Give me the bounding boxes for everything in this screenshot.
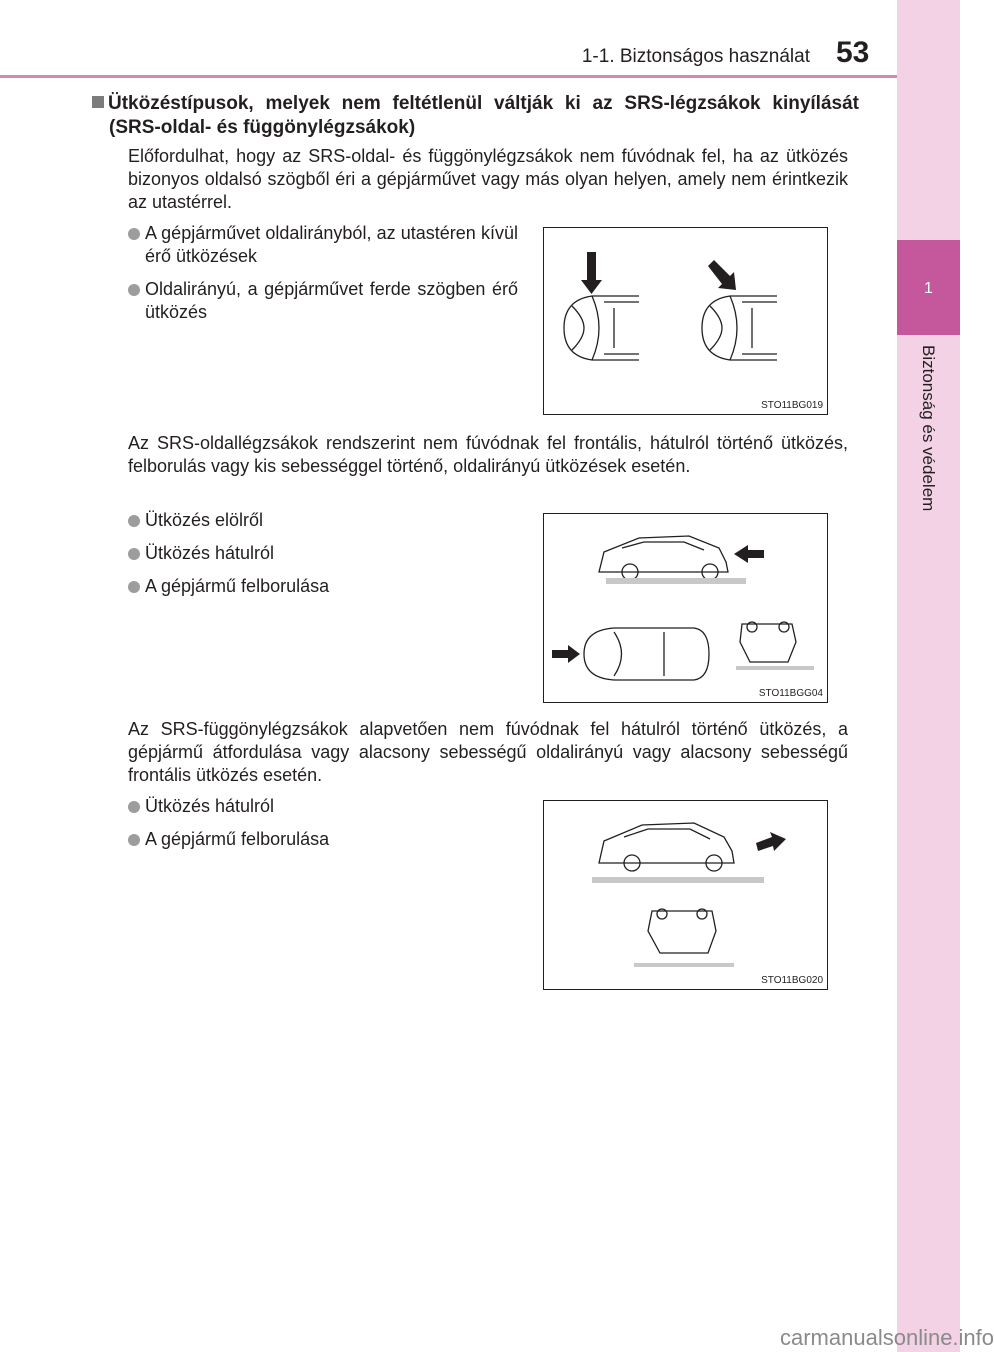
- ground-strip: [736, 666, 814, 670]
- bullet-list-side-airbag-cases: [128, 509, 518, 608]
- figure-side-impact: [543, 227, 828, 415]
- figure-side-airbag-cases: [543, 513, 828, 703]
- list-item: Oldalirányú, a gépjárművet ferde szögben érő ütközés: [128, 278, 518, 324]
- list-item: Ütközés hátulról: [128, 542, 518, 565]
- heading-square-icon: [92, 96, 104, 108]
- ground-strip: [634, 963, 734, 967]
- curtain-airbag-paragraph: Az SRS-függönylégzsákok alapvetően nem fúvódnak fel hátulról történő ütközés, a gépjármű átfordulása vagy alacsony sebességű oldalirányú vagy alacsony sebességű frontális ütközés esetén.: [128, 719, 848, 785]
- heading-text: Ütközéstípusok, melyek nem feltétlenül váltják ki az SRS-légzsákok kinyílását (SRS-oldal- és függönylégzsákok): [108, 93, 859, 138]
- figure-code: STO11BG019: [761, 400, 823, 411]
- rear-impact-rollover-illustration: [544, 801, 829, 991]
- cars-top-view-illustration: [544, 228, 829, 416]
- bullet-list-curtain-airbag-cases: [128, 795, 518, 861]
- chapter-title: Biztonság és védelem: [919, 345, 938, 512]
- list-item: A gépjármű felborulása: [128, 575, 518, 598]
- chapter-number: 1: [924, 280, 933, 297]
- impact-arrow-icon: [756, 832, 786, 851]
- figure-code: STO11BGG04: [758, 688, 823, 699]
- list-item: A gépjármű felborulása: [128, 828, 518, 851]
- impact-arrow-icon: [581, 252, 602, 294]
- figure-curtain-airbag-cases: [543, 800, 828, 990]
- impact-types-illustration: [544, 514, 829, 704]
- ground-strip: [606, 578, 746, 584]
- chapter-side-tab: [897, 0, 960, 1352]
- side-airbag-paragraph: Az SRS-oldallégzsákok rendszerint nem fúvódnak fel frontális, hátulról történő ütközés, felborulás vagy kis sebességgel történő, oldalirányú ütközések esetén.: [128, 433, 848, 476]
- list-item: Ütközés hátulról: [128, 795, 518, 818]
- impact-arrow-icon: [708, 260, 736, 290]
- section-title: 1-1. Biztonságos használat: [581, 46, 810, 67]
- impact-arrow-icon: [552, 645, 580, 663]
- ground-strip: [592, 877, 764, 883]
- intro-paragraph: Előfordulhat, hogy az SRS-oldal- és függönylégzsákok nem fúvódnak fel, ha az ütközés bizonyos oldalsó szögből éri a gépjárművet vagy más olyan helyen, amely nem érintkezik az utastérrel.: [128, 146, 848, 212]
- impact-arrow-icon: [734, 545, 764, 563]
- page-number: 53: [836, 36, 870, 69]
- section-heading: [109, 92, 859, 140]
- bullet-list-side-impacts: [128, 222, 518, 334]
- chapter-number-box: [897, 240, 960, 335]
- list-item: Ütközés elölről: [128, 509, 518, 532]
- watermark-text: carmanualsonline.info: [780, 1325, 994, 1350]
- figure-code: STO11BG020: [761, 975, 823, 986]
- header-divider: [0, 75, 897, 78]
- list-item: A gépjárművet oldalirányból, az utastéren kívül érő ütközések: [128, 222, 518, 268]
